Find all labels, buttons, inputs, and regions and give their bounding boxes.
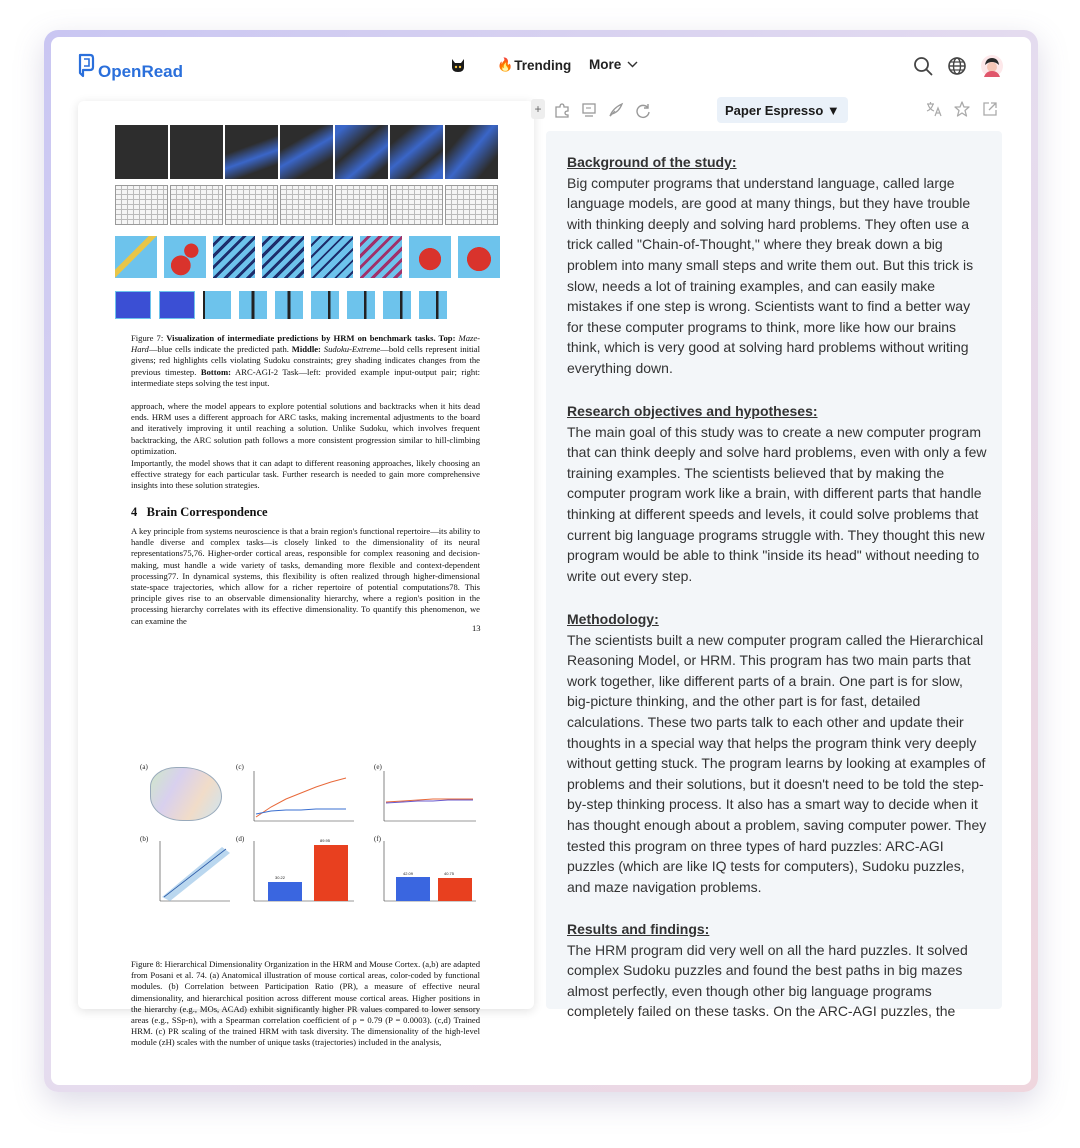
avatar-icon <box>980 54 1004 78</box>
summary-section-results <box>567 919 987 1022</box>
whiteboard-icon <box>580 101 598 119</box>
openread-logo[interactable] <box>77 53 183 79</box>
translate-icon <box>925 100 943 118</box>
section-title: Results and findings: <box>567 921 710 937</box>
summary-toolbar <box>551 99 659 121</box>
fig8-f-value-2: 40.75 <box>444 871 455 876</box>
cat-icon <box>449 56 467 74</box>
fig8-bar-chart-d <box>246 839 356 909</box>
fig8-scatter-b <box>152 839 232 909</box>
fig8-bar-chart-f <box>378 839 478 909</box>
figure7-sudoku-row <box>115 185 500 225</box>
paper-paragraph-2: Importantly, the model shows that it can adapt to different reasoning approaches, likely choosing an effective strategy for each particular task. Further research is needed to gain more comprehensive insights into these solution strategies. <box>131 458 480 491</box>
search-icon <box>913 56 933 76</box>
figure7-caption: Figure 7: Visualization of intermediate predictions by HRM on benchmark tasks. Top: Maze-Hard—blue cells indicate the predicted path. Middle: Sudoku-Extreme—bold cells represent initial givens; red highlights cells violating Sudoku constraints; grey shading indicates changes from the previous timestep. Bottom: ARC-AGI-2 Task—left: provided example input-output pair; right: intermediate steps solving the test input. <box>131 333 481 388</box>
nav-trending[interactable] <box>497 57 571 73</box>
fig8-line-chart-c <box>246 769 356 829</box>
add-tab-button[interactable]: + <box>531 99 545 119</box>
section-body: The scientists built a new computer program called the Hierarchical Reasoning Model, or HRM. This program has two main parts that work together, like different parts of a brain. One part is for slow, big-picture thinking, and the other part is for fast, detailed calculations. These two parts talk to each other and update their thoughts in a special way that helps the program think very deeply without getting stuck. The program learns by looking at examples of problems and their solutions, but it doesn't need to be told the step-by-step thinking process. It also has a smart way to decide when it has thought enough about a problem, saving computer power. They tested this program on three types of hard puzzles: ARC-AGI puzzles (which are like IQ tests for computers), Sudoku puzzles, and maze navigation problems. <box>567 631 987 895</box>
fig8-line-chart-e <box>378 769 478 829</box>
board-button[interactable] <box>578 99 600 121</box>
quill-icon <box>607 101 625 119</box>
nav-trending-label: Trending <box>514 57 572 73</box>
section-body: The main goal of this study was to create a new computer program that can think deeply and solve hard problems, even with only a few training examples. The scientists believed that by making the computer program work like a brain, with different parts that handle thinking at different speeds and levels, it could solve problems that current big language programs struggle with. They thought this new program would be able to think "inside its head" without needing to write out every step. <box>567 423 987 584</box>
star-icon <box>953 100 971 118</box>
page-number: 13 <box>472 623 481 633</box>
fig8-label-e: (e) <box>374 763 382 771</box>
external-link-icon <box>981 100 999 118</box>
openread-cat-icon-link[interactable] <box>449 56 467 74</box>
summary-section-background <box>567 152 987 379</box>
fig8-label-d: (d) <box>236 835 245 843</box>
section-title: Background of the study: <box>567 154 737 170</box>
fig8-label-b: (b) <box>140 835 149 843</box>
summary-actions <box>924 99 1008 119</box>
figure7-maze-row <box>115 125 500 179</box>
globe-icon <box>947 56 967 76</box>
logo-text: OpenRead <box>98 62 184 81</box>
section-body: The HRM program did very well on all the hard puzzles. It solved complex Sudoku puzzles and found the best paths in big mazes almost perfectly, even though other big language programs completely failed on these tasks. On the ARC-AGI puzzles, the <box>567 941 968 1020</box>
translate-button[interactable] <box>924 99 944 119</box>
fire-icon: 🔥 <box>497 57 514 72</box>
user-avatar[interactable] <box>980 54 1004 78</box>
nav-more-label: More <box>589 57 622 72</box>
chevron-down-icon <box>627 61 638 68</box>
figure8 <box>138 761 478 949</box>
search-button[interactable] <box>912 55 934 77</box>
fig8-f-value-1: 42.09 <box>403 871 414 876</box>
open-external-button[interactable] <box>980 99 1000 119</box>
summary-panel[interactable] <box>546 131 1002 1020</box>
openread-logo-icon <box>77 53 95 79</box>
paper-paragraph-1: approach, where the model appears to explore potential solutions and backtracks when it hits dead ends. HRM uses a different approach for ARC tasks, making incremental adjustments to the board and iteratively improving it until reaching a solution. Unlike Sudoku, which involves frequent backtracking, the ARC solution path follows a more consistent progression similar to hill-climbing optimization. <box>131 401 480 456</box>
fig8-label-a: (a) <box>140 763 148 771</box>
favorite-button[interactable] <box>952 99 972 119</box>
write-button[interactable] <box>605 99 627 121</box>
section-title: Methodology: <box>567 611 659 627</box>
section-heading: 4 Brain Correspondence <box>131 505 268 519</box>
app-window <box>51 37 1031 1085</box>
nav-more[interactable] <box>589 57 638 72</box>
plugin-button[interactable] <box>551 99 573 121</box>
refresh-icon <box>634 101 652 119</box>
pdf-viewer[interactable] <box>78 101 534 1048</box>
fig8-d-value-1: 30.22 <box>275 875 286 880</box>
figure7-arc-row <box>115 236 507 278</box>
refresh-button[interactable] <box>632 99 654 121</box>
section-body: Big computer programs that understand language, called large language models, are good at many things, but they have trouble with thinking deeply and solving hard problems. They often use a trick called "Chain-of-Thought," where they break down a big problem into many small steps and write them out. But this trick is slow, needs a lot of training examples, and can easily make mistakes if one step is wrong. Scientists want to find a better way for these computer programs to think, more like how our brains think, which is very good at solving hard problems without writing everything down. <box>567 174 974 376</box>
summary-section-methodology <box>567 609 987 897</box>
fig8-brain-map <box>150 767 222 821</box>
summary-mode-select[interactable]: Paper Espresso ▼ <box>717 97 848 123</box>
fig8-d-value-2: 89.95 <box>320 838 331 843</box>
section-title: Research objectives and hypotheses: <box>567 403 818 419</box>
language-button[interactable] <box>946 55 968 77</box>
fig8-label-f: (f) <box>374 835 381 843</box>
paper-paragraph-3: A key principle from systems neuroscience is that a brain region's functional repertoire—its ability to handle diverse and complex tasks—is closely linked to the dimensionality of its neural representations75,76. Higher-order cortical areas, responsible for complex reasoning and decision-making, must handle a wide variety of tasks, demanding more flexible and context-dependent processing77. In dynamical systems, this flexibility is often realized through higher-dimensional state-space trajectories, which allow for a richer repertoire of potential computations78. This principle gives rise to an observable dimensionality hierarchy, where a region's position in the processing hierarchy correlates with its effective dimensionality. To quantify this phenomenon, we can examine the <box>131 526 480 626</box>
puzzle-icon <box>553 101 571 119</box>
fig8-label-c: (c) <box>236 763 244 771</box>
summary-section-objectives <box>567 401 987 586</box>
figure8-caption: Figure 8: Hierarchical Dimensionality Organization in the HRM and Mouse Cortex. (a,b) are adapted from Posani et al. 74. (a) Anatomical illustration of mouse cortical areas, color-coded by functional modules. (b) Correlation between Participation Ratio (PR), a measure of effective neural dimensionality, and hierarchical position across different mouse cortical areas. Higher positions in the hierarchy (e.g., MOs, ACAd) exhibit significantly higher PR values compared to lower sensory areas (e.g., SSp-n), with a Spearman correlation coefficient of ρ = 0.79 (P = 0.0003). (c,d) Trained HRM. (c) PR scaling of the trained HRM with task diversity. The dimensionality of the high-level module (zH) scales with the number of unique tasks (trajectories) included in the analysis, <box>131 959 480 1048</box>
top-header <box>51 37 1031 99</box>
figure7-arc-steps-row <box>115 291 455 319</box>
